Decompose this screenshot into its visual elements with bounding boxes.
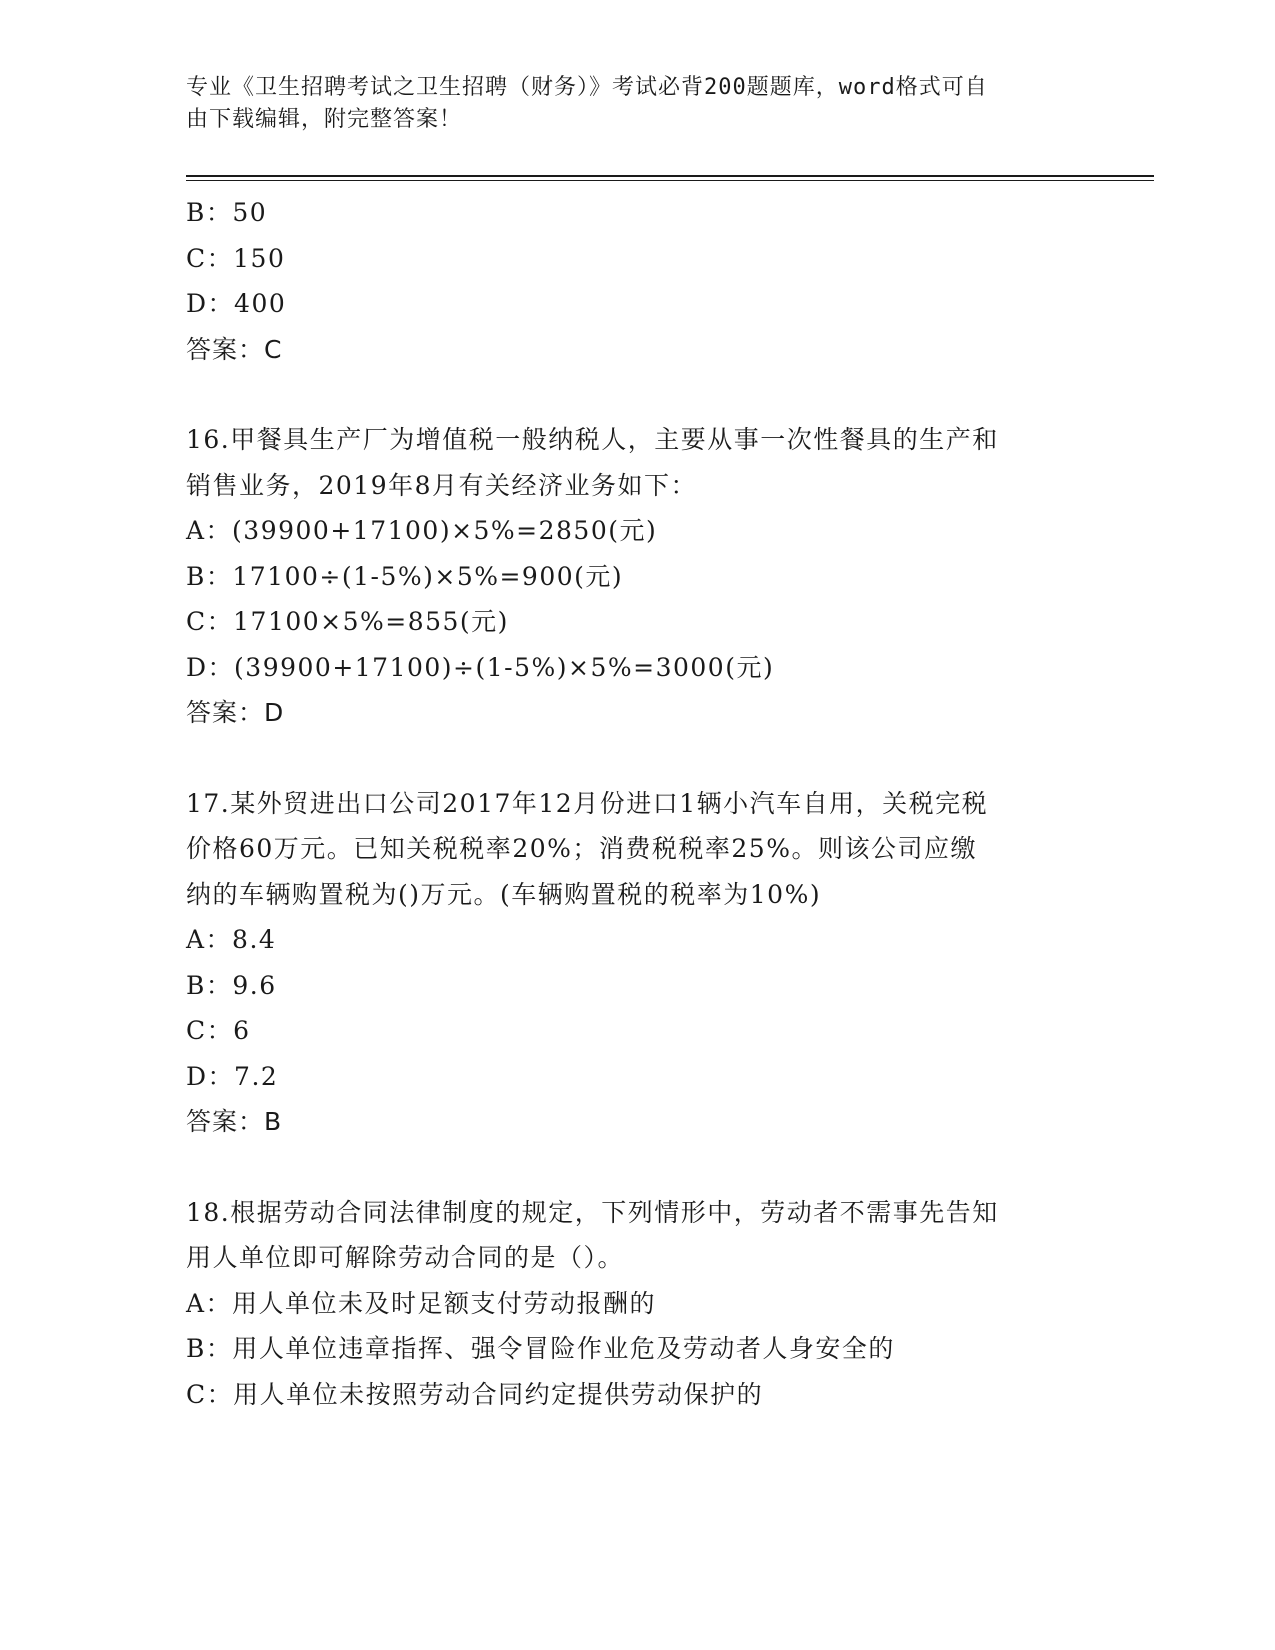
option-c: C：用人单位未按照劳动合同约定提供劳动保护的 — [186, 1379, 764, 1409]
spacer — [186, 1145, 1086, 1190]
spacer — [186, 372, 1086, 417]
question-stem: 17.某外贸进出口公司2017年12月份进口1辆小汽车自用，关税完税 — [186, 788, 989, 818]
question-16 — [186, 417, 1086, 736]
option-b: B：17100÷(1-5%)×5%=900(元) — [186, 561, 624, 591]
option-b: B：9.6 — [186, 970, 277, 1000]
header-title-line-1: 专业《卫生招聘考试之卫生招聘（财务）》考试必背200题题库，word格式可自 — [186, 75, 988, 100]
option-a: A：8.4 — [186, 925, 277, 954]
question-17 — [186, 781, 1086, 1145]
question-stem: 价格60万元。已知关税税率20%；消费税税率25%。则该公司应缴 — [186, 834, 977, 863]
answer: 答案：C — [186, 334, 283, 364]
answer: 答案：D — [186, 698, 285, 727]
option-b: B：50 — [186, 198, 268, 227]
option-a: A：(39900+17100)×5%=2850(元) — [186, 516, 658, 545]
document-body — [186, 190, 1086, 1417]
option-d: D：400 — [186, 289, 287, 318]
header-title-line-2: 由下载编辑，附完整答案！ — [186, 107, 463, 132]
option-c: C：6 — [186, 1016, 251, 1045]
header-divider — [186, 175, 1154, 177]
document-header — [186, 72, 1086, 136]
option-b: B：用人单位违章指挥、强令冒险作业危及劳动者人身安全的 — [186, 1334, 895, 1363]
option-c: C：150 — [186, 243, 286, 273]
question-stem: 纳的车辆购置税为()万元。(车辆购置税的税率为10%) — [186, 879, 822, 909]
question-stem: 销售业务，2019年8月有关经济业务如下： — [186, 470, 698, 500]
option-c: C：17100×5%=855(元) — [186, 607, 509, 636]
question-stem: 16.甲餐具生产厂为增值税一般纳税人，主要从事一次性餐具的生产和 — [186, 425, 999, 454]
answer: 答案：B — [186, 1107, 283, 1136]
spacer — [186, 736, 1086, 781]
question-stem: 用人单位即可解除劳动合同的是（）。 — [186, 1243, 625, 1272]
option-a: A：用人单位未及时足额支付劳动报酬的 — [186, 1288, 657, 1318]
question-18 — [186, 1190, 1086, 1418]
question-15 — [186, 190, 1086, 372]
question-stem: 18.根据劳动合同法律制度的规定，下列情形中，劳动者不需事先告知 — [186, 1197, 999, 1227]
option-d: D：(39900+17100)÷(1-5%)×5%=3000(元) — [186, 652, 775, 682]
header-divider-thin — [186, 180, 1154, 181]
option-d: D：7.2 — [186, 1061, 279, 1091]
